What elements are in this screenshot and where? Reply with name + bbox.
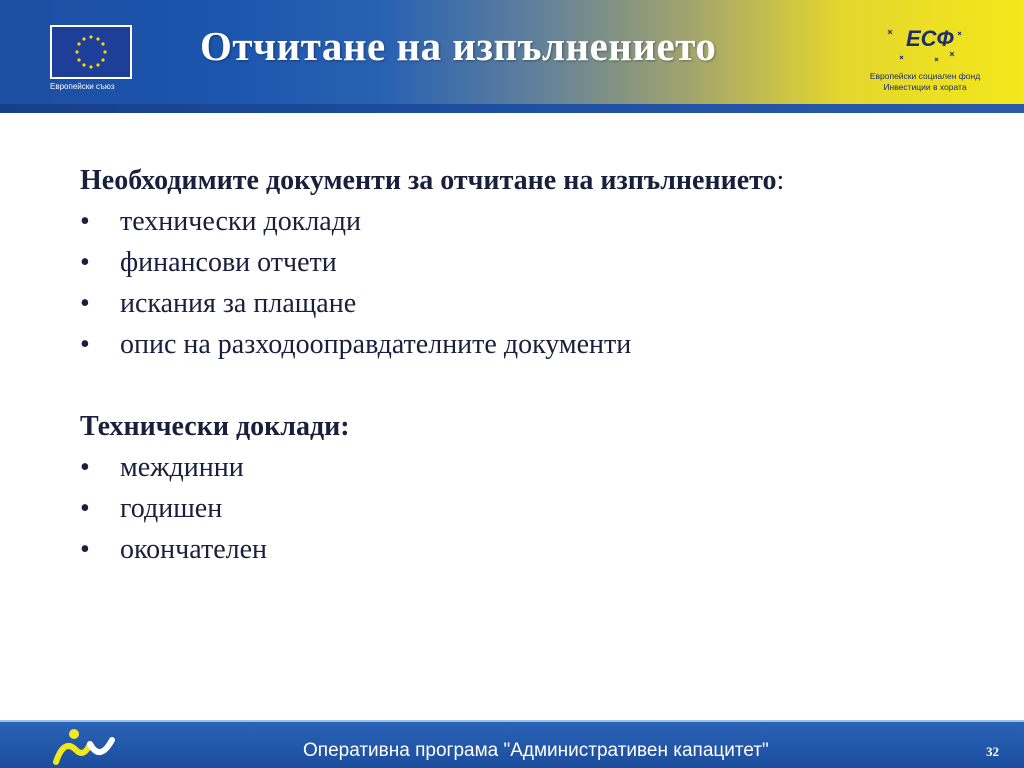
footer-program-name: Оперативна програма "Административен капацитет": [303, 740, 769, 761]
list-item-text: искания за плащане: [120, 288, 357, 319]
list-item-text: финансови отчети: [120, 247, 337, 278]
list-item-text: годишен: [120, 493, 223, 524]
section1-heading-colon: :: [776, 165, 785, 196]
bullet-icon: •: [80, 247, 90, 278]
bullet-icon: •: [80, 493, 90, 524]
esf-caption: [860, 71, 990, 93]
svg-text:ЕСФ: ЕСФ: [906, 26, 954, 51]
esf-caption-line2: Инвестиции в хората: [883, 82, 967, 92]
esf-logo: [880, 22, 970, 68]
slide-footer: [0, 720, 1024, 768]
bullet-icon: •: [80, 288, 90, 319]
list-item: [80, 447, 980, 488]
bullet-icon: •: [80, 452, 90, 483]
section-spacer: [80, 365, 980, 406]
page-number: 32: [986, 744, 999, 759]
section2-heading: Технически доклади:: [80, 411, 350, 442]
eu-stars-icon: [52, 27, 130, 77]
list-item-text: опис на разходооправдателните документи: [120, 329, 632, 360]
section1-heading: [80, 160, 980, 201]
list-item-text: окончателен: [120, 534, 267, 565]
section2-list: [80, 447, 980, 570]
slide-content: [80, 160, 980, 570]
list-item: [80, 242, 980, 283]
bullet-icon: •: [80, 206, 90, 237]
operational-programme-logo: [50, 726, 130, 766]
section1-heading-text: Необходимите документи за отчитане на изпълнението: [80, 165, 777, 196]
section1-list: [80, 201, 980, 365]
eu-caption: Европейски съюз: [50, 82, 115, 91]
bullet-icon: •: [80, 534, 90, 565]
slide-title: Отчитане на изпълнението: [200, 23, 717, 69]
list-item: [80, 529, 980, 570]
list-item-text: междинни: [120, 452, 244, 483]
list-item: [80, 201, 980, 242]
esf-caption-line1: Европейски социален фонд: [869, 71, 981, 81]
bullet-icon: •: [80, 329, 90, 360]
header-strip: [0, 104, 1024, 113]
list-item: [80, 324, 980, 365]
list-item: [80, 283, 980, 324]
eu-flag-logo: [50, 25, 132, 79]
list-item: [80, 488, 980, 529]
list-item-text: технически доклади: [120, 206, 361, 237]
slide-header: [0, 0, 1024, 113]
